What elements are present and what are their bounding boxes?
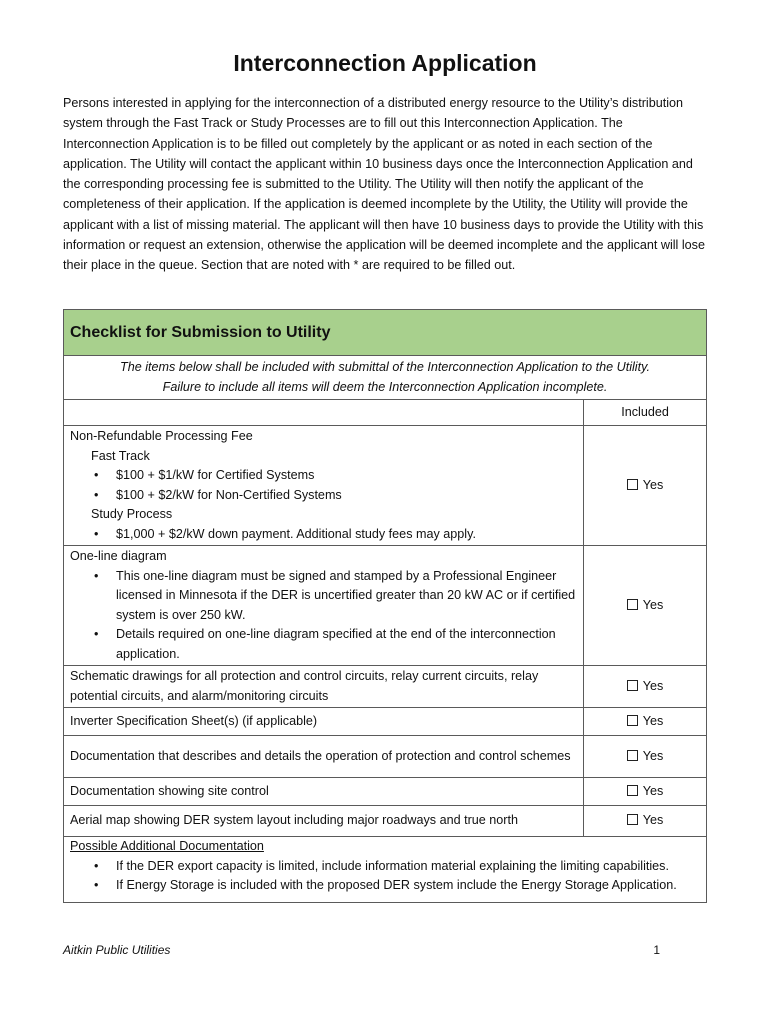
checklist-subtitle-row (64, 356, 707, 400)
table-row-additional (64, 837, 707, 903)
table-row-fee (64, 426, 707, 546)
additional-documentation (64, 837, 707, 903)
study-process-label: Study Process (91, 507, 173, 521)
intro-paragraph: Persons interested in applying for the interconnection of a distributed energy resource to the Utility’s distribution system through the Fast Track or Study Processes are to fill out this Interconnection Application. The Interconnection Application is to be filled out completely by the applicant or as noted in each section of the application. The Utility will contact the applicant within 10 business days once the Interconnection Application and the corresponding processing fee is submitted to the Utility. The Utility will then notify the applicant of the completeness of their application. If the application is deemed incomplete by the Utility, the Utility will provide the applicant with a list of missing material. The applicant will then have 10 business days to provide the Utility with this information or request an extension, otherwise the application will be deemed incomplete and the applicant will lose their place in the queue. Section that are noted with * are required to be filled out. (63, 96, 705, 273)
yes-label: Yes (642, 597, 664, 612)
fee-description (64, 426, 584, 546)
fast-track-label: Fast Track (91, 448, 150, 463)
site-control-description: Documentation showing site control (64, 778, 584, 806)
yes-label: Yes (642, 748, 664, 763)
oneline-list (70, 567, 577, 665)
list-item: • Details required on one-line diagram specified at the end of the interconnection application. (70, 625, 577, 664)
yes-checkbox-fee[interactable] (584, 426, 707, 546)
checkbox-icon (627, 785, 638, 796)
fee-title: Non-Refundable Processing Fee (70, 429, 253, 443)
yes-label: Yes (642, 713, 664, 728)
yes-label: Yes (642, 477, 664, 492)
checklist-subtitle (64, 356, 707, 400)
protection-description: Documentation that describes and details the operation of protection and control schemes (64, 736, 584, 778)
footer-org: Aitkin Public Utilities (63, 943, 171, 957)
checkbox-icon (627, 599, 638, 610)
yes-label: Yes (642, 813, 664, 828)
checklist-header-row (64, 310, 707, 356)
column-header-row (64, 400, 707, 426)
yes-checkbox-schematic[interactable] (584, 666, 707, 708)
checkbox-icon (627, 750, 638, 761)
page-title: Interconnection Application (233, 50, 537, 76)
yes-checkbox-inverter[interactable] (584, 708, 707, 736)
additional-title: Possible Additional Documentation (70, 839, 264, 853)
list-item: • This one-line diagram must be signed and stamped by a Professional Engineer licensed in Minnesota if the DER is uncertified greater than 20 kW AC or if certified system is over 250 kW. (70, 567, 577, 626)
checkbox-icon (627, 479, 638, 490)
yes-label: Yes (642, 783, 664, 798)
schematic-description: Schematic drawings for all protection and control circuits, relay current circuits, relay potential circuits, and alarm/monitoring circuits (64, 666, 584, 708)
checklist-table (63, 309, 707, 903)
list-item: • $100 + $2/kW for Non-Certified Systems (70, 486, 577, 506)
yes-label: Yes (642, 678, 664, 693)
table-row-protection (64, 736, 707, 778)
yes-checkbox-site-control[interactable] (584, 778, 707, 806)
checkbox-icon (627, 715, 638, 726)
yes-checkbox-protection[interactable] (584, 736, 707, 778)
oneline-title: One-line diagram (70, 549, 167, 563)
description-column-header (64, 400, 584, 426)
page-number: 1 (653, 943, 660, 957)
list-item: • If Energy Storage is included with the proposed DER system include the Energy Storage Application. (70, 876, 700, 896)
list-item: • $100 + $1/kW for Certified Systems (70, 466, 577, 486)
inverter-description: Inverter Specification Sheet(s) (if applicable) (64, 708, 584, 736)
list-item: • If the DER export capacity is limited, include information material explaining the limiting capabilities. (70, 857, 700, 877)
checkbox-icon (627, 814, 638, 825)
table-row-inverter (64, 708, 707, 736)
checkbox-icon (627, 680, 638, 691)
yes-checkbox-aerial-map[interactable] (584, 806, 707, 837)
yes-checkbox-oneline[interactable] (584, 546, 707, 666)
subtitle-line-2: Failure to include all items will deem the Interconnection Application incomplete. (162, 379, 608, 394)
table-row-schematic (64, 666, 707, 708)
table-row-oneline (64, 546, 707, 666)
study-process-list (70, 525, 577, 545)
fast-track-list (70, 466, 577, 505)
included-column-header: Included (584, 400, 707, 426)
aerial-map-description: Aerial map showing DER system layout including major roadways and true north (64, 806, 584, 837)
checklist-header: Checklist for Submission to Utility (64, 310, 707, 356)
additional-list (70, 857, 700, 896)
table-row-aerial-map (64, 806, 707, 837)
subtitle-line-1: The items below shall be included with submittal of the Interconnection Application to the Utility. (120, 360, 650, 374)
list-item: • $1,000 + $2/kW down payment. Additional study fees may apply. (70, 525, 577, 545)
oneline-description (64, 546, 584, 666)
table-row-site-control (64, 778, 707, 806)
